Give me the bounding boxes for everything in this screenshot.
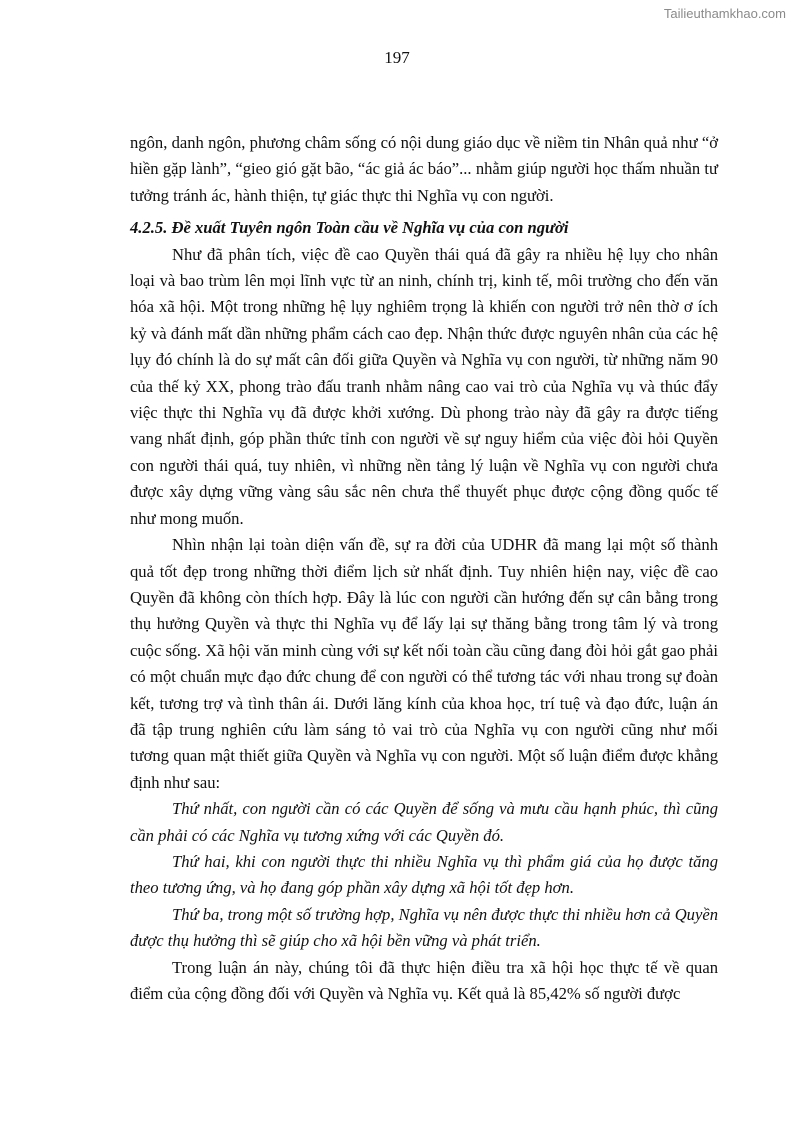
italic-point-second: Thứ hai, khi con người thực thi nhiều Nghĩa vụ thì phẩm giá của họ được tăng theo tương ứng, và họ đang góp phần xây dựng xã hội tốt đẹp hơn. (130, 851, 718, 898)
paragraph: Nhìn nhận lại toàn diện vấn đề, sự ra đời của UDHR đã mang lại một số thành quả tốt đẹp trong những thời điểm lịch sử nhất định. Tuy nhiên hiện nay, việc đề cao Quyền đã không còn thích hợp. Đây là lúc con người cần hướng đến sự cân bằng trong thụ hưởng Quyền và thực thi Nghĩa vụ để lấy lại sự thăng bằng trong tâm lý và trong cuộc sống. Xã hội văn minh cùng với sự kết nối toàn cầu cũng đang đòi hỏi gắt gao phải có một chuẩn mực đạo đức chung để con người có thể tương tác với nhau trong sự đoàn kết, tương trợ và tình thân ái. Dưới lăng kính của khoa học, trí tuệ và đạo đức, luận án đã tập trung nghiên cứu làm sáng tỏ vai trò của Nghĩa vụ con người cũng như mối tương quan mật thiết giữa Quyền và Nghĩa vụ con người. Một số luận điểm được khẳng định như sau: (130, 535, 718, 792)
italic-point-third: Thứ ba, trong một số trường hợp, Nghĩa vụ nên được thực thi nhiều hơn cả Quyền được thụ hưởng thì sẽ giúp cho xã hội bền vững và phát triển. (130, 904, 718, 951)
watermark: Tailieuthamkhao.com (663, 6, 786, 21)
paragraph: Như đã phân tích, việc đề cao Quyền thái quá đã gây ra nhiều hệ lụy cho nhân loại và bao trùm lên mọi lĩnh vực từ an ninh, chính trị, kinh tế, môi trường cho đến văn hóa xã hội. Một trong những hệ lụy nghiêm trọng là khiến con người trở nên thờ ơ ích kỷ và đánh mất dần những phẩm cách cao đẹp. Nhận thức được nguyên nhân của các hệ lụy đó chính là do sự mất cân đối giữa Quyền và Nghĩa vụ con người, từ những năm 90 của thế kỷ XX, phong trào đấu tranh nhằm nâng cao vai trò của Nghĩa vụ và thúc đẩy việc thực thi Nghĩa vụ đã được khởi xướng. Dù phong trào này đã gây ra được tiếng vang nhất định, góp phần thức tỉnh con người về sự nguy hiểm của việc đòi hỏi Quyền con người thái quá, tuy nhiên, vì những nền tảng lý luận về Nghĩa vụ con người chưa được xây dựng vững vàng sâu sắc nên chưa thể thuyết phục được cộng đồng quốc tế như mong muốn. (130, 244, 718, 528)
section-heading: 4.2.5. Đề xuất Tuyên ngôn Toàn cầu về Nghĩa vụ của con người (130, 218, 569, 238)
paragraph-continuation: ngôn, danh ngôn, phương châm sống có nội dung giáo dục về niềm tin Nhân quả như “ở hiền gặp lành”, “gieo gió gặt bão, “ác giả ác báo”... nhằm giúp người học thấm nhuần tư tưởng tránh ác, hành thiện, tự giác thực thi Nghĩa vụ con người. (130, 133, 718, 205)
paragraph: Trong luận án này, chúng tôi đã thực hiện điều tra xã hội học thực tế về quan điểm của cộng đồng đối với Quyền và Nghĩa vụ. Kết quả là 85,42% số người được (130, 957, 718, 1003)
page-number: 197 (384, 48, 410, 67)
italic-point-first: Thứ nhất, con người cần có các Quyền để sống và mưu cầu hạnh phúc, thì cũng cần phải có các Nghĩa vụ tương xứng với các Quyền đó. (130, 799, 718, 845)
page-body (130, 130, 718, 1007)
